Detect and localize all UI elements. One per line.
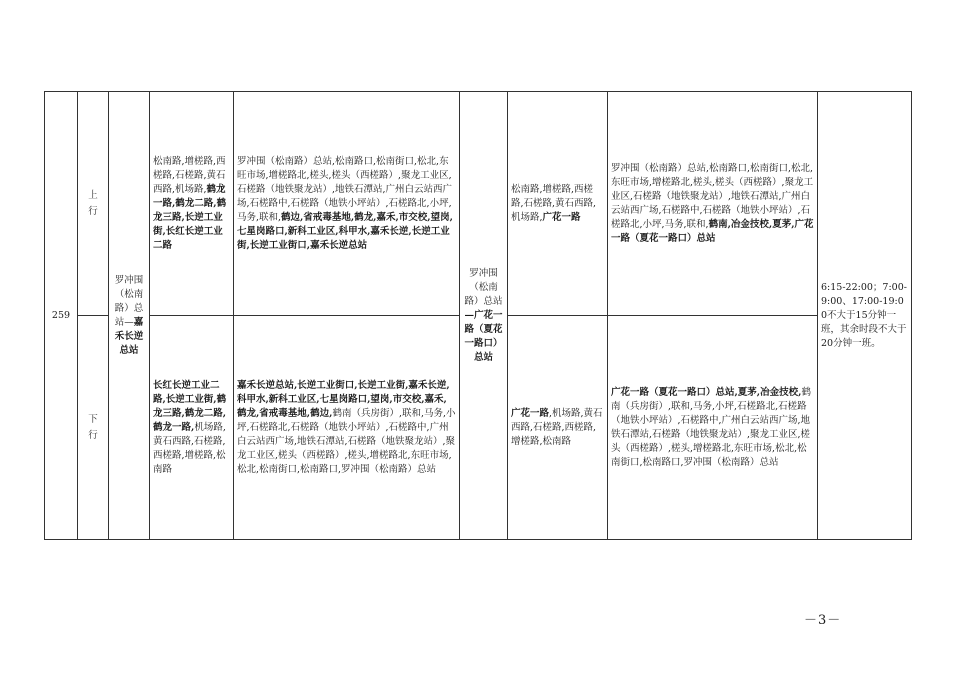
direction-down: 下行 (78, 316, 109, 540)
up-stops-a (234, 92, 460, 316)
text-segment: 罗冲围（松南路）总站 (464, 267, 503, 307)
text-segment: 机场路,黄石西路,石槎路,西槎路,增槎路,松南路 (153, 421, 226, 475)
down-streets-b (508, 316, 608, 540)
row-up (45, 92, 912, 316)
down-streets-a (150, 316, 234, 540)
route-table (44, 91, 912, 540)
text-segment: 嘉禾长逆总站,长逆工业街口,长逆工业街,嘉禾长逆,科甲水,新科工业区,七星岗路口,望岗,市交校,嘉禾,鹤龙,省戒毒基地,鹤边, (237, 379, 450, 419)
text-segment: 松南路,增槎路,西槎路,石槎路,黄石西路,机场路, (153, 155, 226, 195)
direction-up: 上行 (78, 92, 109, 316)
page-number: －3－ (804, 613, 842, 628)
up-streets-a (150, 92, 234, 316)
text-segment: 长红长逆工业二路,长逆工业街,鹤龙三路,鹤龙二路,鹤龙一路, (153, 379, 227, 433)
text-segment: 罗冲围（松南路）总站— (114, 274, 144, 328)
text-segment: 罗冲围（松南路）总站,松南路口,松南街口,松北,东旺市场,增槎路北,槎头,槎头（西槎路）,聚龙工业区,石槎路（地铁聚龙站）,地铁石潭站,广州白云站西广场,石槎路中,石槎路（地铁小坪站）,石槎路北,小坪,马务,联和, (237, 155, 453, 223)
text-segment: 鹤龙一路,鹤龙二路,鹤龙三路,长逆工业街,长红长逆工业二路 (153, 183, 227, 251)
down-stops-a (234, 316, 460, 540)
text-segment: 松南路,增槎路,西槎路,石槎路,黄石西路,机场路, (511, 183, 597, 223)
terminal-a (109, 92, 150, 540)
text-segment: 罗冲围（松南路）总站,松南路口,松南街口,松北,东旺市场,增槎路北,槎头,槎头（西槎路）,聚龙工业区,石槎路（地铁聚龙站）,地铁石潭站,广州白云站西广场,石槎路中,石槎路（地铁小坪站）,石槎路北,小坪,马务,联和, (611, 162, 814, 230)
route-number: 259 (45, 92, 78, 540)
text-segment: 广花一路（夏花一路口）总站,夏茅,冶金技校, (611, 386, 802, 398)
text-segment: 嘉禾长逆总站 (114, 316, 144, 356)
down-stops-b (608, 316, 818, 540)
text-segment: ,机场路,黄石西路,石槎路,西槎路,增槎路,松南路 (511, 407, 603, 447)
up-stops-b (608, 92, 818, 316)
text-segment: 鹤南（兵房街）,联和,马务,小坪,石槎路北,石槎路（地铁小坪站）,石槎路中,广州白云站西广场,地铁石潭站,石槎路（地铁聚龙站）,聚龙工业区,槎头（西槎路）,槎头,增槎路北,东旺市场,松北,松南街口,松南路口,罗冲围（松南路）总站 (237, 407, 456, 475)
up-streets-b (508, 92, 608, 316)
schedule: 6:15-22:00；7:00-9:00、17:00-19:00不大于15分钟一班，其余时段不大于20分钟一班。 (818, 92, 912, 540)
terminal-b (460, 92, 508, 540)
text-segment: 鹤南（兵房街）,联和,马务,小坪,石槎路北,石槎路（地铁小坪站）,石槎路中,广州白云站西广场,地铁石潭站,石槎路（地铁聚龙站）,聚龙工业区,槎头（西槎路）,槎头,增槎路北,东旺市场,松北,松南街口,松南路口,罗冲围（松南路）总站 (611, 386, 811, 468)
text-segment: —广花一路（夏花一路口）总站 (464, 309, 503, 363)
text-segment: 广花一路 (511, 407, 550, 419)
text-segment: 鹤边,省戒毒基地,鹤龙,嘉禾,市交校,望岗,七星岗路口,新科工业区,科甲水,嘉禾长逆,长逆工业街,长逆工业街口,嘉禾长逆总站 (237, 211, 453, 251)
text-segment: 鹤南,冶金技校,夏茅,广花一路（夏花一路口）总站 (611, 218, 814, 244)
text-segment: 广花一路 (542, 211, 581, 223)
